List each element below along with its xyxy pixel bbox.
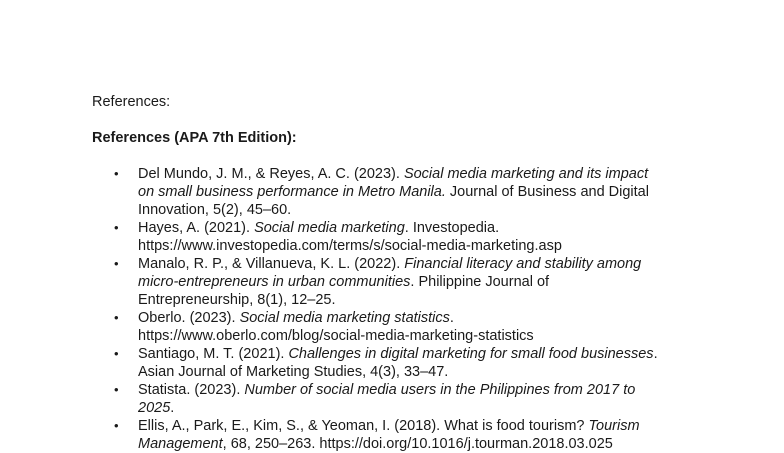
reference-item [0,255,784,309]
reference-text: Journal of Business and Digital [445,184,649,200]
reference-text: Santiago, M. T. (2021). [138,346,289,362]
reference-text: Del Mundo, J. M., & Reyes, A. C. (2023). [138,166,404,182]
reference-line [138,345,744,363]
reference-text: . Philippine Journal of [410,274,550,290]
reference-line [138,327,744,345]
bullet-icon: • [114,382,119,397]
reference-line [138,363,744,381]
reference-item [0,309,784,345]
reference-text: Oberlo. (2023). [138,310,240,326]
reference-italic-text: Management [138,436,223,452]
reference-line [138,237,744,255]
bullet-icon: • [114,418,119,433]
references-apa-heading: References (APA 7th Edition): [92,130,297,146]
reference-line [138,219,744,237]
reference-line [138,417,744,435]
reference-line [138,183,744,201]
reference-italic-text: micro-entrepreneurs in urban communities [138,274,411,290]
bullet-icon: • [114,346,119,361]
reference-italic-text: Social media marketing statistics [239,310,450,326]
reference-text: https://www.oberlo.com/blog/social-media-marketing-statistics [138,328,534,344]
reference-line [138,291,744,309]
reference-text: Statista. (2023). [138,382,245,398]
reference-italic-text: 2025 [138,400,171,416]
reference-line [138,165,744,183]
reference-item [0,417,784,453]
reference-item [0,219,784,255]
reference-text: Asian Journal of Marketing Studies, 4(3), 33–47. [138,364,449,380]
reference-italic-text: Financial literacy and stability among [404,256,642,272]
reference-line [138,399,744,417]
reference-line [138,255,744,273]
reference-text: . [449,310,454,326]
reference-italic-text: Social media marketing [254,220,405,236]
bullet-icon: • [114,220,119,235]
reference-italic-text: Social media marketing and its impact [403,166,649,182]
reference-item [0,381,784,417]
reference-line [138,273,744,291]
reference-text: https://www.investopedia.com/terms/s/social-media-marketing.asp [138,238,562,254]
reference-text: Manalo, R. P., & Villanueva, K. L. (2022). [138,256,405,272]
reference-italic-text: Tourism [588,418,640,434]
reference-italic-text: on small business performance in Metro Manila. [138,184,446,200]
bullet-icon: • [114,256,119,271]
reference-text: Ellis, A., Park, E., Kim, S., & Yeoman, I. (2018). What is food tourism? [138,418,589,434]
reference-line [138,381,744,399]
reference-line [138,309,744,327]
reference-line [138,435,744,453]
reference-text: , 68, 250–263. https://doi.org/10.1016/j.tourman.2018.03.025 [222,436,613,452]
reference-text: Entrepreneurship, 8(1), 12–25. [138,292,336,308]
reference-italic-text: Challenges in digital marketing for small food businesses [288,346,654,362]
reference-text: Hayes, A. (2021). [138,220,255,236]
reference-italic-text: Number of social media users in the Philippines from 2017 to [244,382,636,398]
reference-text: . [653,346,658,362]
bullet-icon: • [114,166,119,181]
bullet-icon: • [114,310,119,325]
references-heading: References: [92,94,171,110]
reference-item [0,345,784,381]
reference-text: Innovation, 5(2), 45–60. [138,202,292,218]
reference-text: . Investopedia. [404,220,500,236]
reference-line [138,201,744,219]
reference-list [0,165,784,453]
reference-item [0,165,784,219]
reference-text: . [170,400,175,416]
